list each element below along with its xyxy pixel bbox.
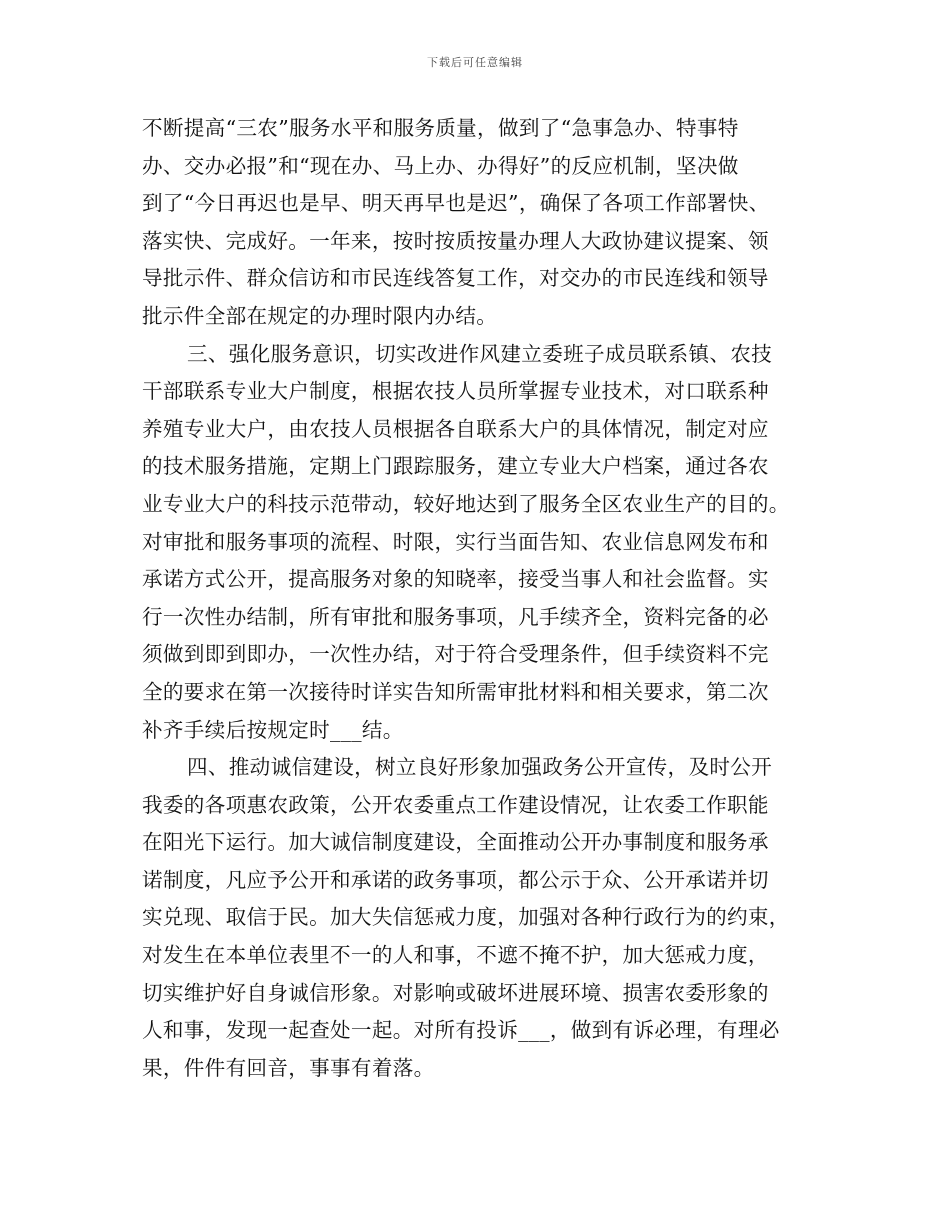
text-line: 批示件全部在规定的办理时限内办结。: [142, 303, 498, 328]
text-line: 落实快、完成好。一年来，按时按质按量办理人大政协建议提案、领: [142, 228, 769, 253]
text-line: 干部联系专业大户制度，根据农技人员所掌握专业技术，对口联系种: [142, 379, 769, 404]
text-line: 切实维护好自身诚信形象。对影响或破坏进展环境、损害农委形象的: [142, 980, 769, 1005]
text-line: 养殖专业大户，由农技人员根据各自联系大户的具体情况，制定对应: [142, 416, 769, 441]
text-line: 在阳光下运行。加大诚信制度建设，全面推动公开办事制度和服务承: [142, 830, 769, 855]
page-header: 下载后可任意编辑: [427, 56, 523, 69]
text-line: 对发生在本单位表里不一的人和事，不遮不掩不护，加大惩戒力度，: [142, 943, 769, 968]
paragraph-first-line: 四、推动诚信建设，树立良好形象加强政务公开宣传，及时公开: [187, 755, 773, 780]
text-line: 果，件件有回音，事事有着落。: [142, 1055, 435, 1080]
text-line: 对审批和服务事项的流程、时限，实行当面告知、农业信息网发布和: [142, 529, 769, 554]
text-line: 须做到即到即办，一次性办结，对于符合受理条件，但手续资料不完: [142, 642, 769, 667]
text-line: 补齐手续后按规定时___结。: [142, 717, 404, 742]
text-line: 行一次性办结制，所有审批和服务事项，凡手续齐全，资料完备的必: [142, 604, 769, 629]
text-line: 不断提高“三农”服务水平和服务质量，做到了“急事急办、特事特: [142, 116, 739, 140]
text-line: 实兑现、取信于民。加大失信惩戒力度，加强对各种行政行为的约束，: [142, 905, 790, 930]
text-line: 到了“今日再迟也是早、明天再早也是迟”，确保了各项工作部署快、: [142, 191, 770, 216]
text-line: 业专业大户的科技示范带动，较好地达到了服务全区农业生产的目的。: [142, 491, 790, 516]
document-body: [142, 110, 824, 1087]
text-line: 诺制度，凡应予公开和承诺的政务事项，都公示于众、公开承诺并切: [142, 867, 769, 892]
text-line: 我委的各项惠农政策，公开农委重点工作建设情况，让农委工作职能: [142, 792, 769, 817]
text-line: 承诺方式公开，提高服务对象的知晓率，接受当事人和社会监督。实: [142, 567, 769, 592]
text-line: 导批示件、群众信访和市民连线答复工作，对交办的市民连线和领导: [142, 266, 769, 291]
paragraph-first-line: 三、强化服务意识，切实改进作风建立委班子成员联系镇、农技: [187, 341, 773, 366]
text-line: 人和事，发现一起查处一起。对所有投诉___，做到有诉必理，有理必: [142, 1018, 780, 1043]
text-line: 全的要求在第一次接待时详实告知所需审批材料和相关要求，第二次: [142, 679, 769, 704]
text-line: 的技术服务措施，定期上门跟踪服务，建立专业大户档案，通过各农: [142, 454, 769, 479]
text-line: 办、交办必报”和“现在办、马上办、办得好”的反应机制，坚决做: [142, 153, 739, 178]
